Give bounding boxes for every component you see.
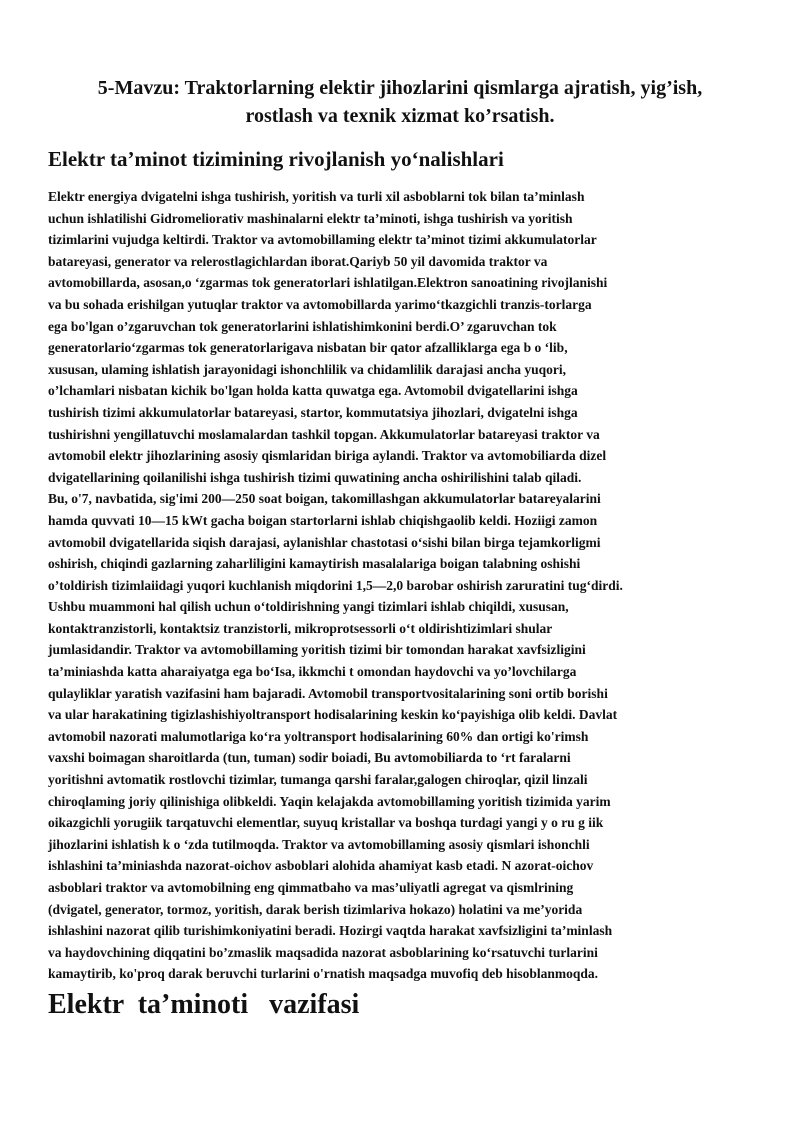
body-line: tushirish tizimi akkumulatorlar batareyasi, startor, kommutatsiya jihozlari, dvigatelni ishga [48,404,578,420]
body-line: oikazgichli yorugiik tarqatuvchi elementlar, suyuq kristallar va boshqa turdagi yangi y o ru g iik [48,815,604,831]
body-line: va haydovchining diqqatini bo’zmaslik maqsadida nazorat asboblarining ko‘rsatuvchi turlarini [48,944,598,960]
section-heading: Elektr ta’minot tizimining rivojlanish yo‘nalishlari [48,147,504,171]
body-line: ishlashini ta’miniashda nazorat-oichov asboblari alohida ahamiyat kasb etadi. N azorat-oichov [48,858,594,874]
body-line: asboblari traktor va avtomobilning eng qimmatbaho va mas’uliyatli agregat va qismlrining [48,880,574,895]
body-line: kamaytirib, ko'proq darak beruvchi turlarini o'rnatish maqsadga muvofiq deb hisoblanmoqda. [48,966,598,982]
title-line-2: rostlash va texnik xizmat ko’rsatish. [245,105,555,127]
body-line: va bu sohada erishilgan yutuqlar traktor va avtomobillarda yarimo‘tkazgichli tranzis-torlarga [48,296,592,312]
title-line-1: 5-Mavzu: Traktorlarning elektir jihozlarini qismlarga ajratish, yig’ish, [97,77,703,99]
body-line: tushirishni yengillatuvchi moslamalardan tashkil topgan. Akkumulatorlar batareyasi traktor va [48,426,600,442]
body-line: va ular harakatining tigizlashishiyoltransport hodisalarining keskin ko‘payishiga olib keldi. Davlat [48,707,618,723]
body-line: avtomobil nazorati malumotlariga ko‘ra yoltransport hodisalarining 60% dan ortigi ko'rimsh [48,728,589,744]
body-line: jihozlarini ishlatish k o ‘zda tutilmoqda. Traktor va avtomobillaming asosiy qismlari ishonchli [48,836,590,852]
body-line: ta’miniashda katta aharaiyatga ega bo‘Isa, ikkmchi t omondan haydovchi va yo’lovchilarga [48,664,577,680]
body-line: o’lchamlari nisbatan kichik bo'lgan holda katta quwatga ega. Avtomobil dvigatellarini ishga [48,383,578,399]
body-line: vaxshi boimagan sharoitlarda (tun, tuman) sodir boiadi, Bu avtomobiliarda to ‘rt faralarni [48,750,571,766]
body-line: Bu, o'7, navbatida, sig'imi 200—250 soat boigan, takomillashgan akkumulatorlar batareyalarini [48,491,601,507]
body-line: jumlasidandir. Traktor va avtomobillaming yoritish tizimi bir tomondan harakat xavfsizligini [48,642,586,658]
body-line: hamda quvvati 10—15 kWt gacha boigan startorlarni ishlab chiqishgaolib keldi. Hoziigi zamon [48,512,598,528]
bottom-heading: Elektr ta’minoti vazifasi [48,989,360,1020]
body-line: dvigatellarining qoilanilishi ishga tushirish tizimi quwatining ancha oshirilishini talab qiladi. [48,469,582,485]
body-line: qulayliklar yaratish vazifasini ham bajaradi. Avtomobil transportvositalarining soni ortib borishi [48,685,608,701]
body-paragraph [48,186,748,985]
body-line: chiroqlaming joriy qilinishiga olibkeldi. Yaqin kelajakda avtomobillaming yoritish tizimida yarim [48,793,611,809]
body-line: ishlashini nazorat qilib turishimkoniyatini beradi. Hozirgi vaqtda harakat xavfsizligini ta’minlash [48,923,613,939]
body-line: oshirish, chiqindi gazlarning zaharliligini kamaytirish masalalariga boigan talabning oshishi [48,556,581,572]
body-line: kontaktranzistorli, kontaktsiz tranzistorli, mikroprotsessorli o‘t oldirishtizimlari shular [48,620,553,636]
body-line: batareyasi, generator va relerostlagichlardan iborat.Qariyb 50 yil davomida traktor va [48,253,548,269]
body-line: o’toldirish tizimlaiidagi yuqori kuchlanish miqdorini 1,5—2,0 barobar oshirish zaruratini tug‘dirdi. [48,577,623,593]
body-line: Ushbu muammoni hal qilish uchun o‘toldirishning yangi tizimlari ishlab chiqildi, xususan, [48,599,569,615]
body-line: avtomobillarda, asosan,o ‘zgarmas tok generatorlari ishlatilgan.Elektron sanoatining rivojlanishi [48,275,608,291]
body-line: Elektr energiya dvigatelni ishga tushirish, yoritish va turli xil asboblarni tok bilan ta’minlash [48,189,585,204]
body-line: (dvigatel, generator, tormoz, yoritish, darak berish tizimlariva hokazo) holatini va me’yorida [48,901,583,917]
body-line: tizimlarini vujudga keltirdi. Traktor va avtomobillaming elektr ta’minot tizimi akkumulatorlar [48,232,597,248]
body-line: generatorlario‘zgarmas tok generatorlarigava nisbatan bir qator afzalliklarga ega b o ‘lib, [48,340,568,356]
body-line: xususan, ulaming ishlatish jarayonidagi ishonchlilik va chidamlilik darajasi ancha yuqori, [48,361,567,377]
body-line: avtomobil elektr jihozlarining asosiy qismlaridan biriga aylandi. Traktor va avtomobiliarda dizel [48,448,607,464]
body-line: ega bo'lgan o’zgaruvchan tok generatorlarini ishlatishimkonini berdi.O’ zgaruvchan tok [48,318,557,334]
body-line: yoritishni avtomatik rostlovchi tizimlar, tumanga qarshi faralar,galogen chiroqlar, qizil linzali [48,772,588,788]
body-line: avtomobil dvigatellarida siqish darajasi, aylanishlar chastotasi o‘sishi bilan birga tejamkorligmi [48,534,601,550]
body-line: uchun ishlatilishi Gidromeliorativ mashinalarni elektr ta’minoti, ishga tushirish va yoritish [48,210,573,226]
document-title [60,74,740,130]
